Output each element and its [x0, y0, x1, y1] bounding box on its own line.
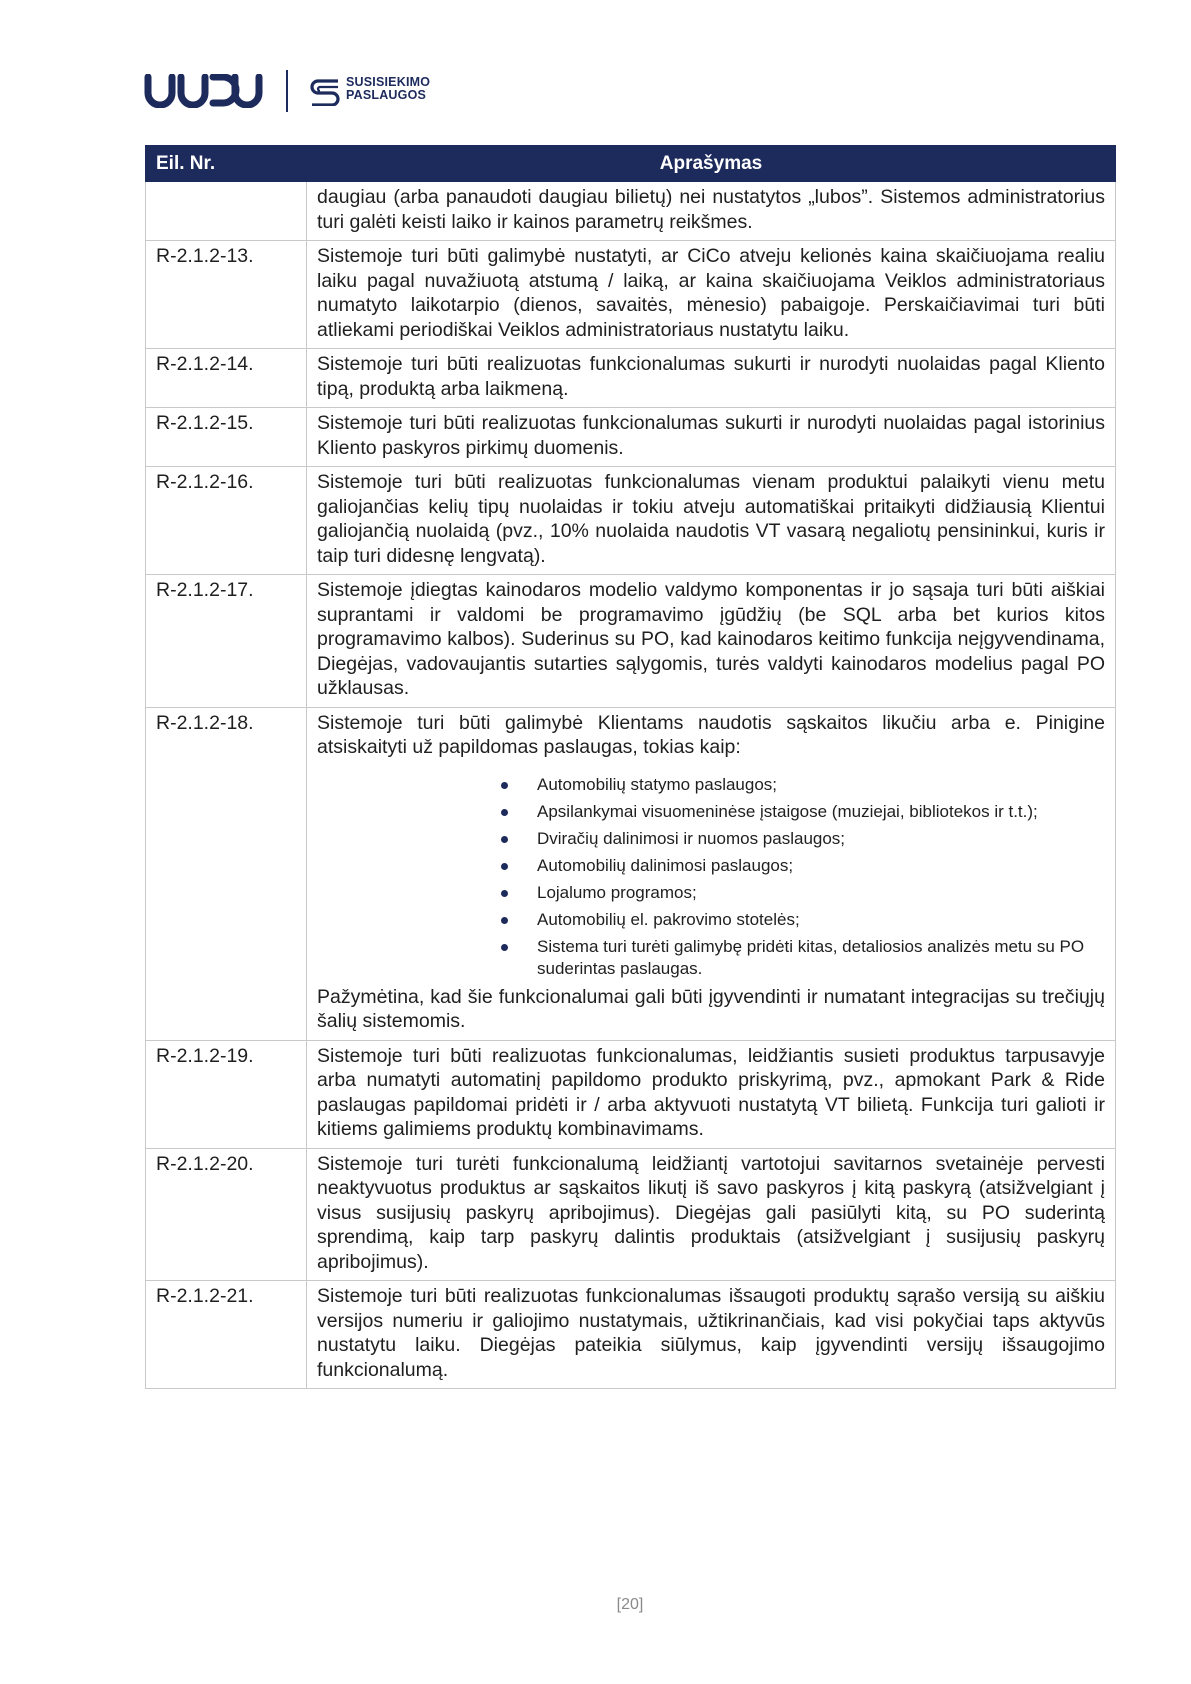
page-header — [143, 68, 543, 116]
list-item: Apsilankymai visuomeninėse įstaigose (muziejai, bibliotekos ir t.t.); — [537, 801, 1105, 823]
sp-line-1: SUSISIEKIMO — [346, 75, 431, 89]
sp-line-2: PASLAUGOS — [346, 88, 427, 102]
logo-divider — [286, 70, 288, 112]
table-row — [146, 1281, 1116, 1389]
row-id: R-2.1.2-13. — [146, 241, 307, 349]
table-row — [146, 707, 1116, 1040]
col-header-description: Aprašymas — [307, 146, 1116, 182]
row-id: R-2.1.2-14. — [146, 349, 307, 408]
list-item: Automobilių el. pakrovimo stotelės; — [537, 909, 1105, 931]
bullet-icon — [501, 836, 508, 843]
row-id: R-2.1.2-20. — [146, 1148, 307, 1281]
row-id — [146, 182, 307, 241]
bullet-icon — [501, 917, 508, 924]
row-description: daugiau (arba panaudoti daugiau bilietų) nei nustatytos „lubos”. Sistemos administratorius turi galėti keisti laiko ir kainos parametrų reikšmes. — [307, 182, 1116, 241]
judu-logo — [143, 74, 263, 108]
row-description: Sistemoje turi būti realizuotas funkcionalumas sukurti ir nurodyti nuolaidas pagal Kliento tipą, produktą arba laikmeną. — [307, 349, 1116, 408]
row-id: R-2.1.2-17. — [146, 575, 307, 708]
row-id: R-2.1.2-19. — [146, 1040, 307, 1148]
list-item: Lojalumo programos; — [537, 882, 1105, 904]
row-id: R-2.1.2-15. — [146, 408, 307, 467]
list-item: Automobilių statymo paslaugos; — [537, 774, 1105, 796]
table-row — [146, 241, 1116, 349]
table-row — [146, 1148, 1116, 1281]
row-description: Sistemoje turi būti realizuotas funkcionalumas, leidžiantis susieti produktus tarpusavyje arba numatyti automatinį papildomo produkto priskyrimą, pvz., apmokant Park & Ride paslaugas papildomai pridėti ir / arba aktyvuoti nustatytą VT bilietą. Funkcija turi galioti ir kitiems galimiems produktų kombinavimams. — [307, 1040, 1116, 1148]
bullet-icon — [501, 809, 508, 816]
row-description: Sistemoje turi būti realizuotas funkcionalumas išsaugoti produktų sąrašo versiją su aiškiu versijos numeriu ir galiojimo nustatymais, užtikrinančiais, kad visi pokyčiai taps aktyvūs nustatytu laiku. Diegėjas pateikia siūlymus, kaip įgyvendinti versijų išsaugojimo funkcionalumą. — [307, 1281, 1116, 1389]
row-id: R-2.1.2-18. — [146, 707, 307, 1040]
bullet-icon — [501, 944, 508, 951]
list-item: Sistema turi turėti galimybę pridėti kitas, detaliosios analizės metu su PO suderintas paslaugas. — [537, 936, 1105, 980]
bullet-icon — [501, 863, 508, 870]
table-row — [146, 467, 1116, 575]
row-description: Sistemoje turi būti galimybė nustatyti, ar CiCo atveju kelionės kaina skaičiuojama realiu laiku pagal nuvažiuotą atstumą / laiką, ar kaina skaičiuojama Veiklos administratoriaus numatyto laikotarpio (dienos, savaitės, mėnesio) pabaigoje. Perskaičiavimai turi būti atliekami periodiškai Veiklos administratoriaus nustatytu laiku. — [307, 241, 1116, 349]
bullet-icon — [501, 890, 508, 897]
row-description: Sistemoje turi būti realizuotas funkcionalumas sukurti ir nurodyti nuolaidas pagal istorinius Kliento paskyros pirkimų duomenis. — [307, 408, 1116, 467]
table-row — [146, 1040, 1116, 1148]
table-row — [146, 408, 1116, 467]
row-description: Sistemoje turi būti realizuotas funkcionalumas vienam produktui palaikyti vienu metu galiojančias kelių tipų nuolaidas ir tokiu atveju automatiškai pritaikyti didžiausią Klientui galiojančią nuolaidą (pvz., 10% nuolaida naudotis VT vasarą negaliotų pensininkui, kuris ir taip turi didesnę lengvatą). — [307, 467, 1116, 575]
table-header-row — [146, 146, 1116, 182]
susisiekimo-paslaugos-logo — [308, 75, 431, 111]
sp-emblem-icon — [308, 76, 342, 106]
table-row — [146, 349, 1116, 408]
row-description: Sistemoje įdiegtas kainodaros modelio valdymo komponentas ir jo sąsaja turi būti aiškiai suprantami ir valdomi be programavimo įgūdžių (be SQL arba bet kurios kitos programavimo kalbos). Suderinus su PO, kad kainodaros keitimo funkcija neįgyvendinama, Diegėjas, vadovaujantis sutarties sąlygomis, turės valdyti kainodaros modelius pagal PO užklausas. — [307, 575, 1116, 708]
row-description: Sistemoje turi turėti funkcionalumą leidžiantį vartotojui savitarnos svetainėje pervesti neaktyvuotus produktus ar sąskaitos likutį iš savo paskyros į kitą paskyrą (atsižvelgiant į visus susijusių paskyrų apribojimus). Diegėjas gali pasiūlyti kitą, su PO suderintą sprendimą, kaip tarp paskyrų dalintis produktais (atsižvelgiant į susijusių paskyrų apribojimus). — [307, 1148, 1116, 1281]
page-number: [20] — [616, 1596, 644, 1613]
list-item: Automobilių dalinimosi paslaugos; — [537, 855, 1105, 877]
table-row — [146, 182, 1116, 241]
table-row — [146, 575, 1116, 708]
services-list — [317, 774, 1105, 980]
row-id: R-2.1.2-21. — [146, 1281, 307, 1389]
col-header-id: Eil. Nr. — [146, 146, 307, 182]
row-note: Pažymėtina, kad šie funkcionalumai gali būti įgyvendinti ir numatant integracijas su trečiųjų šalių sistemomis. — [317, 985, 1105, 1032]
requirements-table — [145, 145, 1116, 1389]
list-item: Dviračių dalinimosi ir nuomos paslaugos; — [537, 828, 1105, 850]
bullet-icon — [501, 782, 508, 789]
row-id: R-2.1.2-16. — [146, 467, 307, 575]
row-description: Sistemoje turi būti galimybė Klientams naudotis sąskaitos likučiu arba e. Pinigine atsiskaityti už papildomas paslaugas, tokias kaip: Automobilių statymo paslaugos; Apsilankymai visuomeninėse įstaigose (muziejai, bibliotekos ir t.t.); Dviračių dalinimosi ir nuomos paslaugos; Automobilių dalinimosi paslaugos; Lojalumo programos; Automobilių el. pakrovimo stotelės; Sistema turi turėti galimybę pridėti kitas, detaliosios analizės metu su PO suderintas paslaugas. Pažymėtina, kad šie funkcionalumai gali būti įgyvendinti ir numatant integracijas su trečiųjų šalių sistemomis. — [307, 707, 1116, 1040]
